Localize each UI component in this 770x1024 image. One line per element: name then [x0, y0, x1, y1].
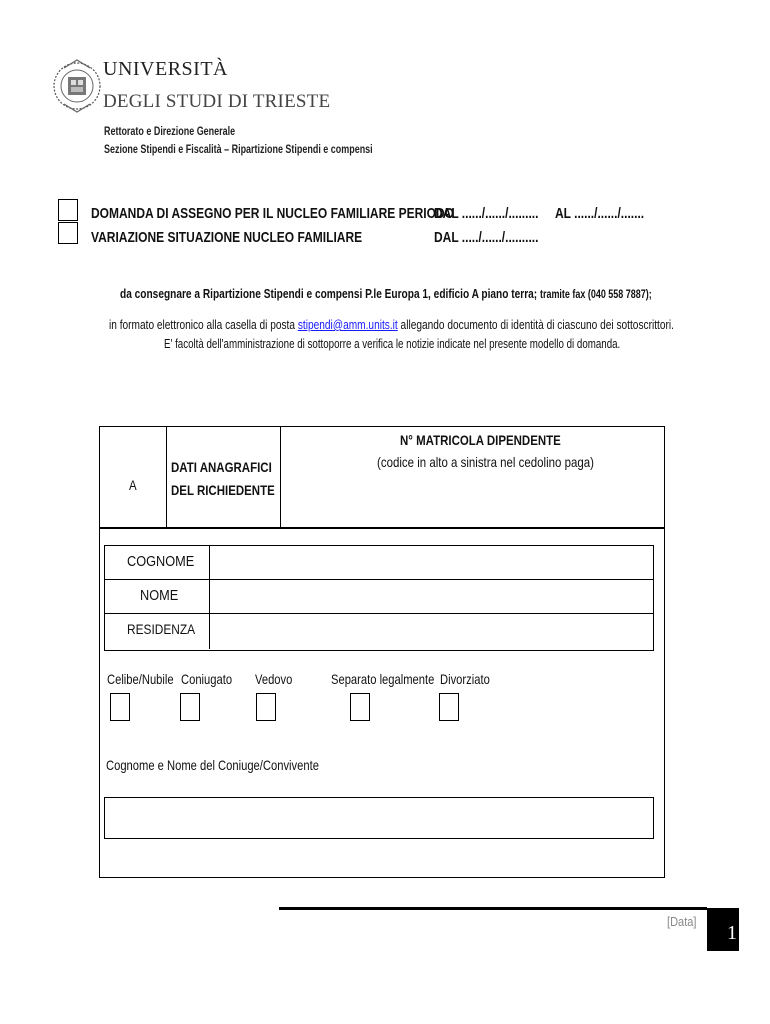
- status-checkbox-divorziato[interactable]: [439, 693, 459, 721]
- university-seal-logo: [52, 46, 102, 126]
- instruction-line1-fax: tramite fax (040 558 7887);: [539, 289, 652, 301]
- nome-label: NOME: [140, 587, 179, 604]
- footer-rule: [279, 907, 707, 910]
- office-line1: Rettorato e Direzione Generale: [104, 126, 236, 138]
- personal-data-table: [104, 545, 654, 651]
- residenza-label-cell: [105, 614, 210, 649]
- status-checkbox-celibe[interactable]: [110, 693, 130, 721]
- matricola-hint: (codice in alto a sinistra nel cedolino paga): [377, 454, 594, 470]
- status-checkbox-vedovo[interactable]: [256, 693, 276, 721]
- section-title-line2: DEL RICHIEDENTE: [171, 482, 275, 498]
- status-label-celibe: Celibe/Nubile: [107, 671, 174, 687]
- office-line2: Sezione Stipendi e Fiscalità – Ripartizione Stipendi e compensi: [104, 144, 373, 156]
- request-option1-checkbox[interactable]: [58, 199, 78, 221]
- applicant-data-form: [99, 426, 665, 878]
- instruction-line1: [120, 286, 652, 301]
- footer-date-placeholder: [Data]: [667, 914, 697, 929]
- cognome-label: COGNOME: [127, 553, 195, 570]
- instruction-line2-pre: in formato elettronico alla casella di posta: [109, 317, 296, 332]
- status-label-divorziato: Divorziato: [440, 671, 490, 687]
- spouse-name-field[interactable]: [104, 797, 654, 839]
- section-title-cell: [167, 427, 281, 527]
- status-label-separato: Separato legalmente: [331, 671, 435, 687]
- section-title-line1: DATI ANAGRAFICI: [171, 459, 272, 475]
- university-name-line2: DEGLI STUDI DI TRIESTE: [103, 91, 331, 112]
- status-label-vedovo: Vedovo: [255, 671, 293, 687]
- instruction-line2: [109, 317, 674, 332]
- residenza-row: [105, 614, 653, 649]
- matricola-input[interactable]: [282, 471, 660, 523]
- status-checkbox-separato[interactable]: [350, 693, 370, 721]
- section-letter: A: [129, 477, 137, 493]
- request-option2-checkbox[interactable]: [58, 222, 78, 244]
- cognome-field[interactable]: [210, 546, 653, 579]
- spouse-label: Cognome e Nome del Coniuge/Convivente: [106, 757, 319, 773]
- status-label-coniugato: Coniugato: [181, 671, 233, 687]
- university-name-line1: UNIVERSITÀ: [103, 58, 228, 80]
- request-option2-label: VARIAZIONE SITUAZIONE NUCLEO FAMILIARE: [91, 229, 363, 246]
- residenza-label: RESIDENZA: [127, 621, 196, 637]
- form-header-row: [100, 427, 664, 529]
- instruction-line1-main: da consegnare a Ripartizione Stipendi e compensi P.le Europa 1, edificio A piano terra;: [120, 286, 538, 301]
- page-number-box: [707, 908, 739, 951]
- section-letter-cell: [100, 427, 167, 527]
- nome-field[interactable]: [210, 580, 653, 613]
- status-checkbox-coniugato[interactable]: [180, 693, 200, 721]
- nome-label-cell: [105, 580, 210, 613]
- matricola-label: N° MATRICOLA DIPENDENTE: [400, 432, 561, 448]
- nome-row: [105, 580, 653, 614]
- page-number: 1: [727, 922, 737, 944]
- email-link[interactable]: stipendi@amm.units.it: [297, 317, 398, 332]
- cognome-row: [105, 546, 653, 580]
- request-option2-dal: DAL ...../....../..........: [434, 229, 539, 246]
- request-option1-al: AL ....../....../.......: [555, 205, 645, 222]
- instruction-line3: E' facoltà dell'amministrazione di sottoporre a verifica le notizie indicate nel presente modello di domanda.: [164, 337, 621, 351]
- instruction-line2-post: allegando documento di identità di ciascuno dei sottoscrittori.: [400, 317, 674, 332]
- request-option1-dal: DAL ....../....../.........: [434, 205, 539, 222]
- cognome-label-cell: [105, 546, 210, 579]
- request-option1-label: DOMANDA DI ASSEGNO PER IL NUCLEO FAMILIARE PERIODO: [91, 205, 454, 222]
- residenza-field[interactable]: [210, 614, 653, 649]
